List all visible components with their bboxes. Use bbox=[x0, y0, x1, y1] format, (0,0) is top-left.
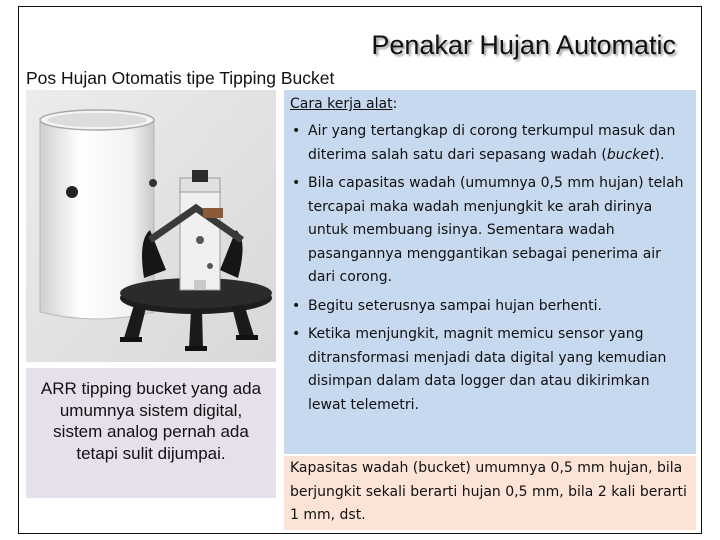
bullet-dot: • bbox=[292, 175, 301, 191]
bullet-item bbox=[290, 323, 690, 417]
slide-subtitle: Pos Hujan Otomatis tipe Tipping Bucket bbox=[26, 68, 335, 88]
photo-caption: ARR tipping bucket yang ada umumnya sistem digital, sistem analog pernah ada tetapi sulit dijumpai. bbox=[26, 368, 276, 498]
how-it-works-panel bbox=[284, 90, 696, 454]
bullet-text: Ketika menjungkit, magnit memicu sensor yang ditransformasi menjadi data digital yang kemudian disimpan dalam data logger dan atau dikirimkan lewat telemetri. bbox=[308, 326, 667, 413]
bullet-item bbox=[290, 120, 690, 167]
tipping-bucket-illustration bbox=[26, 90, 276, 362]
rain-gauge-photo bbox=[26, 90, 276, 362]
bullet-dot: • bbox=[292, 297, 301, 314]
bullet-text-end: ). bbox=[654, 146, 665, 163]
how-it-works-heading bbox=[290, 92, 690, 116]
heading-text: Cara kerja alat bbox=[290, 96, 393, 112]
bullet-dot: • bbox=[292, 326, 301, 342]
bullet-dot: • bbox=[292, 123, 301, 139]
bullet-emphasis: bucket bbox=[606, 146, 655, 163]
bullet-item bbox=[290, 172, 690, 290]
housing-hole bbox=[66, 186, 78, 198]
bullet-text: Bila capasitas wadah (umumnya 0,5 mm hujan) telah tercapai maka wadah menjungkit ke arah dirinya untuk membuang isinya. Sementara wadah pasangannya menggantikan sebagai penerima air dari corong. bbox=[308, 175, 684, 285]
slide-title: Penakar Hujan Automatic bbox=[371, 30, 676, 60]
bullet-item bbox=[290, 295, 690, 319]
bullet-text: Air yang tertangkap di corong terkumpul masuk dan diterima salah satu dari sepasang wadah ( bbox=[308, 123, 676, 163]
capacity-note: Kapasitas wadah (bucket) umumnya 0,5 mm hujan, bila berjungkit sekali berarti hujan 0,5 mm, bila 2 kali berarti 1 mm, dst. bbox=[284, 456, 696, 530]
heading-colon: : bbox=[392, 96, 398, 112]
bullet-text: Begitu seterusnya sampai hujan berhenti. bbox=[308, 297, 602, 314]
